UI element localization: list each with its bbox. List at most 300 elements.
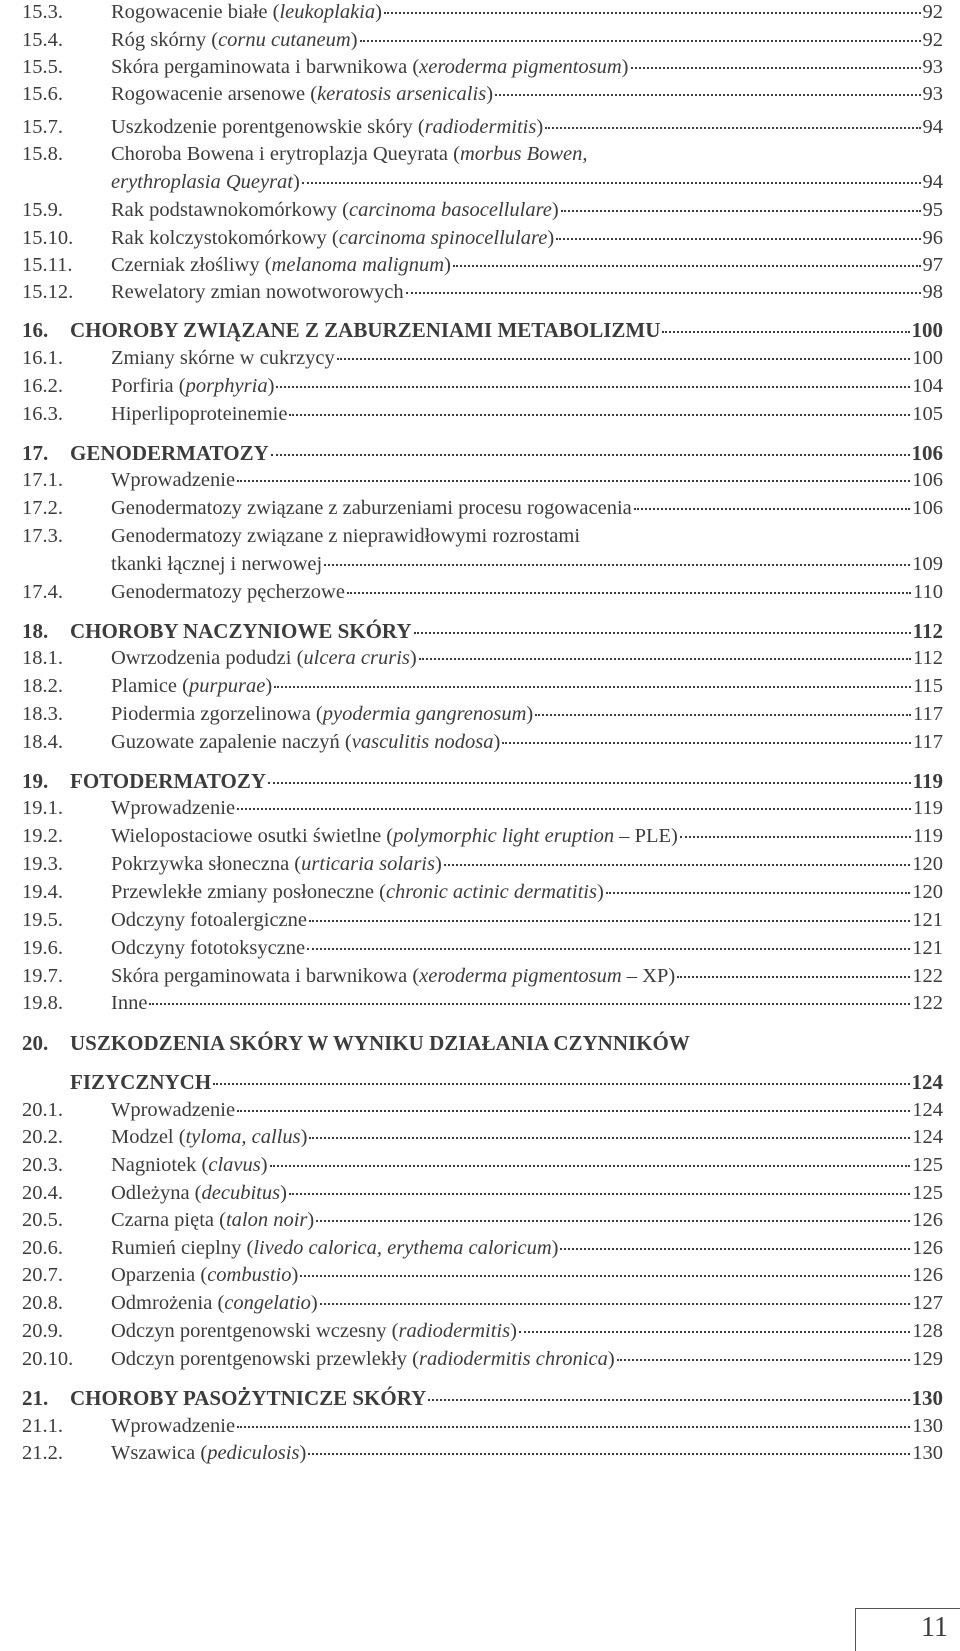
latin-term: purpurae <box>189 675 266 697</box>
title-text: ) <box>350 29 358 51</box>
dot-leader <box>561 208 921 212</box>
toc-entry <box>22 1179 943 1207</box>
entry-number: 19. <box>22 769 49 793</box>
title-text: Wszawica ( <box>111 1442 208 1464</box>
entry-title <box>111 1317 517 1345</box>
entry-number: 18. <box>22 619 49 643</box>
latin-term: talon noir <box>225 1209 308 1231</box>
entry-page: 120 <box>912 881 943 903</box>
title-text: ) <box>493 731 501 753</box>
entry-page: 122 <box>912 992 943 1014</box>
dot-leader <box>300 1273 910 1277</box>
entry-number: 19.2. <box>22 825 63 847</box>
toc-entry <box>22 522 943 550</box>
dot-leader <box>617 1357 911 1361</box>
toc-entry <box>22 278 943 306</box>
toc-entry <box>22 644 943 672</box>
latin-term: pyodermia gangrenosum <box>322 703 527 725</box>
title-text: ) <box>621 56 629 78</box>
dot-leader <box>237 1424 910 1428</box>
toc-entry <box>22 700 943 728</box>
entry-title <box>111 1439 306 1467</box>
dot-leader <box>453 263 921 267</box>
entry-title <box>111 878 604 906</box>
title-text: Czerniak złośliwy ( <box>111 254 272 276</box>
title-text: ) <box>434 853 442 875</box>
entry-number: 20.10. <box>22 1348 74 1370</box>
dot-leader <box>289 1191 910 1195</box>
toc-entry <box>22 1317 943 1345</box>
toc-entry <box>22 878 943 906</box>
latin-term: congelatio <box>224 1292 311 1314</box>
toc-entry <box>22 1412 943 1440</box>
dot-leader <box>634 506 910 510</box>
entry-page: 124 <box>912 1126 943 1148</box>
dot-leader <box>545 125 920 129</box>
entry-title <box>111 1234 558 1262</box>
dot-leader <box>276 384 910 388</box>
entry-page: 120 <box>912 853 943 875</box>
latin-term: tyloma, callus <box>185 1126 301 1148</box>
dot-leader <box>556 236 920 240</box>
title-text: ) <box>300 1126 308 1148</box>
dot-leader <box>502 740 911 744</box>
toc-entry <box>22 1206 943 1234</box>
toc-entry <box>22 934 943 962</box>
title-text: Rak kolczystokomórkowy ( <box>111 227 339 249</box>
toc-entry <box>22 53 943 81</box>
entry-title <box>70 1029 690 1057</box>
toc-entry <box>22 850 943 878</box>
toc-entry <box>22 113 943 141</box>
entry-number: 15.6. <box>22 83 63 105</box>
title-text: ) <box>536 116 544 138</box>
entry-title <box>111 372 274 400</box>
dot-leader <box>560 1246 910 1250</box>
title-text: ) <box>444 254 451 276</box>
dot-leader <box>495 92 920 96</box>
title-text: ) <box>551 1237 559 1259</box>
title-text: Genodermatozy związane z nieprawidłowymi rozrostami <box>111 525 581 547</box>
title-text: Piodermia zgorzelinowa ( <box>111 703 323 725</box>
entry-number: 17.1. <box>22 469 63 491</box>
latin-term: livedo calorica, erythema caloricum <box>253 1237 552 1259</box>
title-text: Choroba Bowena i erytroplazja Queyrata ( <box>111 143 460 165</box>
toc-entry <box>22 1345 943 1373</box>
title-text: Odczyn porentgenowski przewlekły ( <box>111 1348 419 1370</box>
toc-chapter-entry <box>22 1068 943 1096</box>
entry-number: 20.4. <box>22 1182 63 1204</box>
page-number: 11 <box>921 1612 948 1643</box>
entry-page: 97 <box>922 254 943 276</box>
title-text: Skóra pergaminowata i barwnikowa ( <box>111 965 420 987</box>
entry-title <box>111 53 629 81</box>
toc-entry <box>22 1439 943 1467</box>
title-text: ) <box>551 199 559 221</box>
latin-term: morbus Bowen, <box>459 143 588 165</box>
entry-page: 106 <box>911 441 943 465</box>
entry-title <box>70 439 269 467</box>
toc-entry <box>22 906 943 934</box>
dot-leader <box>289 412 910 416</box>
toc-entry <box>22 1151 943 1179</box>
entry-number: 15.3. <box>22 1 63 23</box>
entry-number: 15.10. <box>22 227 74 249</box>
title-text: ) <box>486 83 494 105</box>
entry-title <box>111 550 322 578</box>
toc-chapter-entry <box>22 439 943 467</box>
entry-number: 21.1. <box>22 1415 63 1437</box>
title-text: ) <box>547 227 555 249</box>
toc-chapter-entry <box>22 1384 943 1412</box>
entry-page: 130 <box>911 1386 943 1410</box>
dot-leader <box>320 1301 911 1305</box>
toc-entry <box>22 672 943 700</box>
dot-leader <box>347 590 911 594</box>
title-text: CHOROBY ZWIĄZANE Z ZABURZENIAMI METABOLIZMU <box>70 318 661 342</box>
entry-number: 18.3. <box>22 703 63 725</box>
toc-entry <box>22 224 943 252</box>
title-text: – PLE) <box>614 825 678 847</box>
latin-term: radiodermitis <box>398 1320 511 1342</box>
dot-leader <box>406 290 921 294</box>
entry-number: 15.4. <box>22 29 63 51</box>
title-text: USZKODZENIA SKÓRY W WYNIKU DZIAŁANIA CZYNNIKÓW <box>70 1031 690 1055</box>
title-text: Porfiria ( <box>111 375 186 397</box>
entry-page: 122 <box>912 965 943 987</box>
entry-page: 100 <box>912 347 943 369</box>
entry-number: 19.4. <box>22 881 63 903</box>
title-text: tkanki łącznej i nerwowej <box>111 553 323 575</box>
dot-leader <box>213 1081 909 1085</box>
entry-number: 19.1. <box>22 797 63 819</box>
entry-title <box>111 1206 314 1234</box>
entry-title <box>111 1261 298 1289</box>
title-text: ) <box>299 1442 307 1464</box>
latin-term: xeroderma pigmentosum <box>419 56 622 78</box>
latin-term: decubitus <box>201 1182 281 1204</box>
dot-leader <box>631 65 921 69</box>
latin-term: radiodermitis chronica <box>418 1348 608 1370</box>
entry-page: 126 <box>912 1264 943 1286</box>
title-text: Wielopostaciowe osutki świetlne ( <box>111 825 394 847</box>
toc-chapter-entry <box>22 1029 943 1057</box>
toc-entry <box>22 728 943 756</box>
title-text: Wprowadzenie <box>111 1415 236 1437</box>
toc-entry <box>22 80 943 108</box>
latin-term: clavus <box>208 1154 261 1176</box>
title-text: ) <box>260 1154 268 1176</box>
latin-term: polymorphic light eruption <box>393 825 615 847</box>
title-text: Róg skórny ( <box>111 29 219 51</box>
entry-number: 18.4. <box>22 731 63 753</box>
entry-page: 94 <box>922 116 943 138</box>
dot-leader <box>662 329 909 333</box>
title-text: Odczyny fotoalergiczne <box>111 909 307 931</box>
entry-number: 20.7. <box>22 1264 63 1286</box>
entry-number: 17. <box>22 441 49 465</box>
entry-number: 20. <box>22 1031 49 1055</box>
title-text: ) <box>280 1182 287 1204</box>
title-text: CHOROBY PASOŻYTNICZE SKÓRY <box>70 1386 427 1410</box>
dot-leader <box>337 356 911 360</box>
title-text: Inne <box>111 992 148 1014</box>
title-text: Wprowadzenie <box>111 797 236 819</box>
entry-number: 15.7. <box>22 116 63 138</box>
title-text: Skóra pergaminowata i barwnikowa ( <box>111 56 420 78</box>
toc-entry <box>22 494 943 522</box>
entry-page: 130 <box>912 1442 943 1464</box>
latin-term: erythroplasia Queyrat <box>111 171 294 193</box>
title-text: ) <box>310 1292 318 1314</box>
entry-number: 15.5. <box>22 56 63 78</box>
title-text: ) <box>510 1320 517 1342</box>
latin-term: xeroderma pigmentosum <box>419 965 622 987</box>
title-text: Odleżyna ( <box>111 1182 202 1204</box>
title-text: Pokrzywka słoneczna ( <box>111 853 302 875</box>
title-text: ) <box>526 703 534 725</box>
dot-leader <box>414 630 911 634</box>
latin-term: combustio <box>207 1264 292 1286</box>
entry-number: 15.12. <box>22 281 74 303</box>
toc-entry <box>22 251 943 279</box>
entry-title <box>70 316 660 344</box>
dot-leader <box>677 974 910 978</box>
entry-page: 121 <box>912 909 943 931</box>
entry-title <box>111 1151 268 1179</box>
entry-number: 16.3. <box>22 403 63 425</box>
title-text: Owrzodzenia podudzi ( <box>111 647 304 669</box>
entry-title <box>111 400 287 428</box>
entry-number: 20.2. <box>22 1126 63 1148</box>
toc-entry <box>22 1261 943 1289</box>
toc-entry <box>22 196 943 224</box>
title-text: ) <box>267 375 275 397</box>
entry-number: 20.5. <box>22 1209 63 1231</box>
entry-page: 124 <box>912 1099 943 1121</box>
entry-number: 19.7. <box>22 965 63 987</box>
title-text: Odczyn porentgenowski wczesny ( <box>111 1320 399 1342</box>
dot-leader <box>535 712 911 716</box>
title-text: Genodermatozy pęcherzowe <box>111 581 345 603</box>
entry-title <box>111 494 632 522</box>
entry-number: 19.3. <box>22 853 63 875</box>
title-text: Modzel ( <box>111 1126 186 1148</box>
toc-entry <box>22 1234 943 1262</box>
dot-leader <box>519 1329 910 1333</box>
entry-page: 128 <box>912 1320 943 1342</box>
entry-title <box>111 644 417 672</box>
entry-title <box>111 1096 235 1124</box>
entry-title <box>111 278 404 306</box>
entry-page: 95 <box>922 199 943 221</box>
entry-title <box>111 700 533 728</box>
title-text: ) <box>307 1209 315 1231</box>
dot-leader <box>606 890 910 894</box>
entry-title <box>111 1345 615 1373</box>
toc-entry <box>22 400 943 428</box>
entry-number: 16.2. <box>22 375 63 397</box>
title-text: Wprowadzenie <box>111 1099 236 1121</box>
entry-number: 20.6. <box>22 1237 63 1259</box>
entry-title <box>70 1384 426 1412</box>
entry-page: 110 <box>913 581 943 603</box>
dot-leader <box>270 1163 911 1167</box>
entry-page: 126 <box>912 1209 943 1231</box>
latin-term: leukoplakia <box>279 1 376 23</box>
entry-page: 117 <box>913 731 943 753</box>
latin-term: porphyria <box>185 375 268 397</box>
dot-leader <box>360 38 921 42</box>
entry-number: 18.2. <box>22 675 63 697</box>
entry-page: 121 <box>912 937 943 959</box>
latin-term: pediculosis <box>207 1442 300 1464</box>
dot-leader <box>302 180 921 184</box>
entry-page: 112 <box>912 619 943 643</box>
entry-title <box>111 113 543 141</box>
entry-title <box>111 344 335 372</box>
dot-leader <box>680 834 911 838</box>
entry-title <box>111 578 345 606</box>
toc-entry <box>22 372 943 400</box>
entry-page: 115 <box>913 675 943 697</box>
toc-entry <box>22 0 943 26</box>
footer-rule <box>855 1608 960 1609</box>
entry-title <box>111 1412 235 1440</box>
latin-term: carcinoma basocellulare <box>349 199 552 221</box>
toc-entry <box>22 989 943 1017</box>
dot-leader <box>149 1001 910 1005</box>
entry-page: 119 <box>912 769 943 793</box>
toc-entry <box>22 550 943 578</box>
entry-number: 19.6. <box>22 937 63 959</box>
latin-term: urticaria solaris <box>301 853 435 875</box>
entry-title <box>70 617 412 645</box>
title-text: Uszkodzenie porentgenowskie skóry ( <box>111 116 425 138</box>
entry-page: 93 <box>922 83 943 105</box>
entry-page: 117 <box>913 703 943 725</box>
entry-title <box>111 0 382 26</box>
dot-leader <box>419 656 911 660</box>
dot-leader <box>237 478 910 482</box>
entry-number: 16.1. <box>22 347 63 369</box>
entry-page: 119 <box>913 825 943 847</box>
entry-title <box>111 1289 318 1317</box>
entry-number: 20.1. <box>22 1099 63 1121</box>
entry-page: 125 <box>912 1154 943 1176</box>
entry-page: 96 <box>922 227 943 249</box>
dot-leader <box>324 562 910 566</box>
dot-leader <box>384 10 921 14</box>
entry-page: 119 <box>913 797 943 819</box>
title-text: ) <box>265 675 273 697</box>
entry-title <box>111 196 559 224</box>
dot-leader <box>308 1451 910 1455</box>
entry-title <box>111 251 451 279</box>
entry-number: 20.9. <box>22 1320 63 1342</box>
entry-number: 19.5. <box>22 909 63 931</box>
entry-number: 21.2. <box>22 1442 63 1464</box>
entry-page: 105 <box>912 403 943 425</box>
entry-title <box>111 1123 307 1151</box>
dot-leader <box>268 780 911 784</box>
dot-leader <box>309 918 910 922</box>
title-text: Rumień cieplny ( <box>111 1237 254 1259</box>
title-text: Plamice ( <box>111 675 189 697</box>
entry-number: 18.1. <box>22 647 63 669</box>
toc-entry <box>22 794 943 822</box>
title-text: Rogowacenie białe ( <box>111 1 280 23</box>
entry-number: 16. <box>22 318 49 342</box>
entry-page: 106 <box>912 497 943 519</box>
entry-number: 17.4. <box>22 581 63 603</box>
entry-page: 124 <box>911 1070 943 1094</box>
title-text: FIZYCZNYCH <box>70 1070 212 1094</box>
entry-number: 17.2. <box>22 497 63 519</box>
toc-entry <box>22 1096 943 1124</box>
title-text: – XP) <box>621 965 676 987</box>
dot-leader <box>237 806 911 810</box>
toc-entry <box>22 1123 943 1151</box>
toc-entry <box>22 578 943 606</box>
toc-entry <box>22 344 943 372</box>
footer-rule-vertical <box>855 1608 856 1651</box>
dot-leader <box>271 452 910 456</box>
dot-leader <box>309 1135 910 1139</box>
entry-page: 94 <box>922 171 943 193</box>
entry-page: 92 <box>922 1 943 23</box>
dot-leader <box>428 1397 909 1401</box>
entry-title <box>111 1179 287 1207</box>
entry-page: 109 <box>912 553 943 575</box>
title-text: Czarna pięta ( <box>111 1209 226 1231</box>
title-text: Oparzenia ( <box>111 1264 208 1286</box>
title-text: ) <box>596 881 604 903</box>
dot-leader <box>274 684 911 688</box>
dot-leader <box>307 946 910 950</box>
title-text: CHOROBY NACZYNIOWE SKÓRY <box>70 619 412 643</box>
toc-entry <box>22 140 943 168</box>
title-text: Rogowacenie arsenowe ( <box>111 83 318 105</box>
title-text: Genodermatozy związane z zaburzeniami procesu rogowacenia <box>111 497 632 519</box>
title-text: GENODERMATOZY <box>70 441 269 465</box>
latin-term: carcinoma spinocellulare <box>338 227 548 249</box>
entry-title <box>111 906 307 934</box>
entry-number: 15.9. <box>22 199 63 221</box>
title-text: FOTODERMATOZY <box>70 769 267 793</box>
entry-page: 93 <box>922 56 943 78</box>
dot-leader <box>316 1218 910 1222</box>
entry-title <box>111 466 235 494</box>
entry-title <box>111 728 500 756</box>
entry-title <box>111 822 678 850</box>
entry-number: 21. <box>22 1386 49 1410</box>
toc-entry <box>22 1289 943 1317</box>
entry-page: 127 <box>912 1292 943 1314</box>
title-text: Hiperlipoproteinemie <box>111 403 288 425</box>
entry-page: 126 <box>912 1237 943 1259</box>
entry-title <box>111 140 588 168</box>
dot-leader <box>237 1108 910 1112</box>
toc-entry <box>22 168 943 196</box>
toc-entry <box>22 466 943 494</box>
entry-title <box>111 850 442 878</box>
latin-term: cornu cutaneum <box>218 29 351 51</box>
entry-title <box>111 522 580 550</box>
latin-term: melanoma malignum <box>271 254 445 276</box>
title-text: ) <box>291 1264 299 1286</box>
entry-number: 20.3. <box>22 1154 63 1176</box>
